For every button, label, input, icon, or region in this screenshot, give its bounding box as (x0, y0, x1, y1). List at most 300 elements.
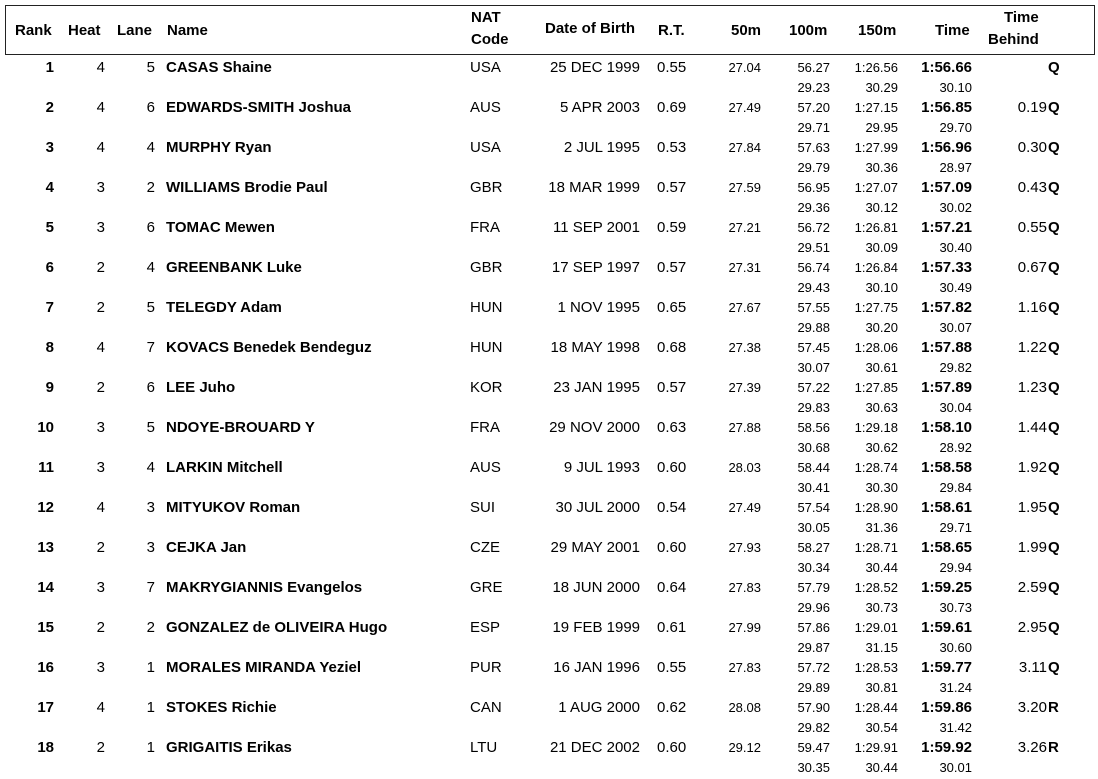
cell-lap-100m: 29.43 (797, 280, 830, 295)
cell-lane: 7 (146, 579, 155, 596)
cell-heat: 2 (96, 739, 105, 756)
cell-rank: 8 (45, 339, 54, 356)
table-row (0, 219, 1098, 259)
cell-date-of-birth: 29 MAY 2001 (550, 539, 640, 556)
cell-time: 1:56.85 (921, 99, 972, 116)
table-row (0, 499, 1098, 539)
cell-lap-200m: 28.97 (939, 160, 972, 175)
cell-lane: 1 (146, 659, 155, 676)
cell-lap-150m: 30.30 (865, 480, 898, 495)
cell-lap-100m: 30.34 (797, 560, 830, 575)
cell-date-of-birth: 19 FEB 1999 (552, 619, 640, 636)
cell-qualification: Q (1048, 139, 1060, 156)
header-name: Name (167, 22, 208, 39)
table-row (0, 139, 1098, 179)
cell-split-150m: 1:27.15 (854, 100, 898, 115)
cell-rank: 12 (37, 499, 54, 516)
cell-rank: 18 (37, 739, 54, 756)
cell-nat-code: CZE (470, 539, 500, 556)
cell-qualification: Q (1048, 219, 1060, 236)
cell-time-behind: 1.23 (1017, 379, 1047, 396)
header-50m: 50m (731, 22, 762, 39)
cell-qualification: Q (1048, 99, 1060, 116)
cell-date-of-birth: 18 JUN 2000 (552, 579, 640, 596)
cell-date-of-birth: 30 JUL 2000 (555, 499, 640, 516)
header-behind-line1: Time (1004, 9, 1039, 26)
cell-heat: 4 (96, 139, 105, 156)
cell-date-of-birth: 11 SEP 2001 (552, 219, 640, 236)
cell-lap-150m: 30.09 (865, 240, 898, 255)
cell-heat: 2 (96, 539, 105, 556)
cell-split-150m: 1:27.85 (854, 380, 898, 395)
cell-name: MURPHY Ryan (166, 139, 272, 156)
table-row (0, 379, 1098, 419)
cell-heat: 3 (96, 179, 105, 196)
cell-lap-200m: 29.82 (939, 360, 972, 375)
table-row (0, 619, 1098, 659)
cell-name: MAKRYGIANNIS Evangelos (166, 579, 363, 596)
cell-lap-200m: 31.24 (939, 680, 972, 695)
cell-heat: 2 (96, 619, 105, 636)
cell-split-50m: 29.12 (728, 740, 761, 755)
header-100m: 100m (789, 22, 828, 39)
cell-lap-200m: 30.60 (939, 640, 972, 655)
cell-name: GONZALEZ de OLIVEIRA Hugo (166, 619, 388, 636)
cell-lap-150m: 30.61 (865, 360, 898, 375)
cell-rank: 14 (37, 579, 54, 596)
cell-rank: 7 (45, 299, 54, 316)
header-rank: Rank (15, 22, 52, 39)
cell-reaction-time: 0.60 (657, 459, 687, 476)
cell-date-of-birth: 17 SEP 1997 (551, 259, 640, 276)
cell-split-100m: 57.45 (797, 340, 830, 355)
cell-date-of-birth: 23 JAN 1995 (553, 379, 640, 396)
cell-time-behind: 3.11 (1018, 659, 1047, 676)
table-row (0, 299, 1098, 339)
cell-split-100m: 58.44 (797, 460, 830, 475)
cell-qualification: Q (1048, 539, 1060, 556)
cell-split-50m: 27.04 (728, 60, 761, 75)
cell-qualification: Q (1048, 459, 1060, 476)
cell-reaction-time: 0.55 (657, 659, 687, 676)
cell-lap-200m: 29.70 (939, 120, 972, 135)
cell-lap-200m: 29.71 (939, 520, 972, 535)
table-row (0, 419, 1098, 459)
cell-time-behind: 0.19 (1017, 99, 1047, 116)
cell-lap-100m: 30.07 (797, 360, 830, 375)
cell-lap-150m: 30.36 (865, 160, 898, 175)
cell-rank: 9 (45, 379, 54, 396)
header-nat-line1: NAT (471, 9, 501, 26)
cell-time-behind: 2.95 (1017, 619, 1047, 636)
cell-split-100m: 57.72 (797, 660, 830, 675)
cell-time-behind: 3.26 (1017, 739, 1047, 756)
cell-reaction-time: 0.60 (657, 739, 687, 756)
cell-lap-100m: 29.71 (797, 120, 830, 135)
cell-lap-150m: 30.54 (865, 720, 898, 735)
cell-nat-code: USA (470, 139, 501, 156)
cell-lap-150m: 30.73 (865, 600, 898, 615)
cell-time-behind: 1.22 (1017, 339, 1047, 356)
cell-date-of-birth: 21 DEC 2002 (549, 739, 640, 756)
table-row (0, 59, 1098, 99)
cell-split-50m: 27.93 (728, 540, 761, 555)
cell-lap-150m: 30.44 (865, 560, 898, 575)
cell-date-of-birth: 18 MAR 1999 (548, 179, 640, 196)
cell-split-150m: 1:28.06 (854, 340, 898, 355)
cell-name: GRIGAITIS Erikas (166, 739, 292, 756)
cell-split-100m: 58.56 (797, 420, 830, 435)
cell-rank: 15 (37, 619, 54, 636)
cell-name: STOKES Richie (166, 699, 277, 716)
cell-qualification: R (1048, 739, 1059, 756)
cell-reaction-time: 0.55 (657, 59, 687, 76)
header-time: Time (935, 22, 970, 39)
cell-rank: 5 (45, 219, 54, 236)
cell-lap-200m: 30.10 (939, 80, 972, 95)
cell-split-50m: 28.03 (728, 460, 761, 475)
cell-time-behind: 0.67 (1017, 259, 1047, 276)
cell-heat: 4 (96, 699, 105, 716)
cell-lap-150m: 30.12 (865, 200, 898, 215)
cell-lap-100m: 29.82 (797, 720, 830, 735)
table-row (0, 579, 1098, 619)
cell-qualification: Q (1048, 339, 1060, 356)
header-heat: Heat (68, 22, 101, 39)
table-row (0, 459, 1098, 499)
cell-split-100m: 57.63 (797, 140, 830, 155)
cell-nat-code: USA (470, 59, 501, 76)
cell-split-150m: 1:29.01 (854, 620, 898, 635)
table-row (0, 339, 1098, 379)
cell-time: 1:59.92 (921, 739, 972, 756)
cell-split-100m: 57.90 (797, 700, 830, 715)
cell-heat: 3 (96, 579, 105, 596)
cell-lane: 7 (146, 339, 155, 356)
cell-split-150m: 1:27.99 (854, 140, 898, 155)
cell-qualification: R (1048, 699, 1059, 716)
cell-time: 1:57.82 (921, 299, 972, 316)
cell-rank: 10 (37, 419, 54, 436)
cell-name: EDWARDS-SMITH Joshua (166, 99, 352, 116)
cell-lane: 4 (146, 139, 155, 156)
header-150m: 150m (858, 22, 897, 39)
cell-rank: 4 (45, 179, 54, 196)
cell-time: 1:58.10 (921, 419, 972, 436)
table-row (0, 259, 1098, 299)
cell-reaction-time: 0.57 (657, 179, 687, 196)
cell-lap-100m: 29.87 (797, 640, 830, 655)
cell-nat-code: SUI (470, 499, 496, 516)
cell-split-50m: 27.88 (728, 420, 761, 435)
cell-lap-200m: 28.92 (939, 440, 972, 455)
cell-reaction-time: 0.68 (657, 339, 687, 356)
table-row (0, 739, 1098, 779)
cell-rank: 16 (37, 659, 54, 676)
cell-name: NDOYE-BROUARD Y (166, 419, 315, 436)
cell-qualification: Q (1048, 619, 1060, 636)
cell-reaction-time: 0.57 (657, 259, 687, 276)
cell-lap-200m: 30.49 (939, 280, 972, 295)
cell-lap-100m: 29.79 (797, 160, 830, 175)
cell-nat-code: FRA (470, 419, 500, 436)
cell-time-behind: 1.99 (1017, 539, 1047, 556)
cell-lap-100m: 30.35 (797, 760, 830, 775)
cell-time: 1:58.61 (921, 499, 972, 516)
cell-time: 1:58.58 (921, 459, 972, 476)
cell-time: 1:58.65 (921, 539, 972, 556)
cell-reaction-time: 0.64 (657, 579, 687, 596)
cell-name: LARKIN Mitchell (166, 459, 283, 476)
cell-split-100m: 56.72 (797, 220, 830, 235)
cell-rank: 3 (45, 139, 54, 156)
cell-date-of-birth: 1 NOV 1995 (557, 299, 640, 316)
cell-split-150m: 1:28.53 (854, 660, 898, 675)
cell-date-of-birth: 9 JUL 1993 (563, 459, 640, 476)
cell-lap-150m: 31.36 (865, 520, 898, 535)
cell-lane: 6 (146, 99, 155, 116)
cell-lap-150m: 29.95 (865, 120, 898, 135)
cell-split-150m: 1:28.90 (854, 500, 898, 515)
cell-reaction-time: 0.63 (657, 419, 687, 436)
cell-qualification: Q (1048, 299, 1060, 316)
cell-qualification: Q (1048, 379, 1060, 396)
cell-lane: 5 (146, 299, 155, 316)
cell-date-of-birth: 18 MAY 1998 (550, 339, 640, 356)
cell-split-50m: 28.08 (728, 700, 761, 715)
cell-nat-code: AUS (470, 459, 501, 476)
header-dob: Date of Birth (545, 20, 635, 37)
cell-split-150m: 1:28.71 (854, 540, 898, 555)
cell-split-100m: 56.95 (797, 180, 830, 195)
cell-heat: 4 (96, 99, 105, 116)
cell-name: KOVACS Benedek Bendeguz (166, 339, 372, 356)
cell-reaction-time: 0.62 (657, 699, 687, 716)
cell-lap-100m: 30.05 (797, 520, 830, 535)
cell-split-100m: 57.55 (797, 300, 830, 315)
cell-qualification: Q (1048, 179, 1060, 196)
cell-date-of-birth: 5 APR 2003 (559, 99, 640, 116)
cell-rank: 13 (37, 539, 54, 556)
cell-lap-150m: 31.15 (865, 640, 898, 655)
cell-name: LEE Juho (166, 379, 236, 396)
cell-nat-code: GBR (470, 259, 503, 276)
cell-name: WILLIAMS Brodie Paul (166, 179, 328, 196)
cell-time: 1:57.89 (921, 379, 972, 396)
cell-split-150m: 1:28.52 (854, 580, 898, 595)
cell-rank: 1 (45, 59, 54, 76)
cell-qualification: Q (1048, 419, 1060, 436)
cell-heat: 3 (96, 459, 105, 476)
cell-split-150m: 1:29.91 (854, 740, 898, 755)
cell-rank: 17 (37, 699, 54, 716)
cell-split-50m: 27.49 (728, 500, 761, 515)
cell-nat-code: CAN (470, 699, 502, 716)
cell-time: 1:56.96 (921, 139, 972, 156)
cell-split-50m: 27.83 (728, 580, 761, 595)
cell-lap-100m: 29.88 (797, 320, 830, 335)
cell-nat-code: AUS (470, 99, 501, 116)
cell-name: TELEGDY Adam (166, 299, 282, 316)
cell-reaction-time: 0.60 (657, 539, 687, 556)
cell-nat-code: ESP (470, 619, 501, 636)
cell-date-of-birth: 1 AUG 2000 (558, 699, 640, 716)
cell-split-50m: 27.38 (728, 340, 761, 355)
cell-name: TOMAC Mewen (166, 219, 275, 236)
cell-split-50m: 27.49 (728, 100, 761, 115)
cell-rank: 11 (38, 459, 54, 476)
cell-lane: 4 (146, 259, 155, 276)
cell-lap-100m: 30.41 (797, 480, 830, 495)
cell-lap-100m: 29.89 (797, 680, 830, 695)
cell-time: 1:57.09 (921, 179, 972, 196)
cell-lap-200m: 30.04 (939, 400, 972, 415)
cell-nat-code: HUN (470, 299, 503, 316)
cell-date-of-birth: 16 JAN 1996 (553, 659, 640, 676)
cell-lap-150m: 30.63 (865, 400, 898, 415)
cell-heat: 2 (96, 299, 105, 316)
cell-nat-code: PUR (470, 659, 502, 676)
cell-lap-200m: 30.01 (939, 760, 972, 775)
cell-date-of-birth: 29 NOV 2000 (549, 419, 640, 436)
cell-lap-150m: 30.20 (865, 320, 898, 335)
cell-nat-code: LTU (470, 739, 498, 756)
cell-lane: 1 (146, 699, 155, 716)
header-lane: Lane (117, 22, 153, 39)
cell-lane: 3 (146, 499, 155, 516)
cell-time: 1:57.21 (921, 219, 972, 236)
header-nat-line2: Code (471, 31, 509, 48)
cell-split-50m: 27.59 (728, 180, 761, 195)
cell-split-150m: 1:28.44 (854, 700, 898, 715)
cell-lane: 3 (146, 539, 155, 556)
cell-time: 1:59.86 (921, 699, 972, 716)
cell-name: MORALES MIRANDA Yeziel (166, 659, 362, 676)
cell-split-100m: 58.27 (797, 540, 830, 555)
cell-time-behind: 1.44 (1017, 419, 1047, 436)
cell-split-50m: 27.99 (728, 620, 761, 635)
cell-split-50m: 27.31 (728, 260, 761, 275)
cell-lap-100m: 29.36 (797, 200, 830, 215)
cell-heat: 4 (96, 499, 105, 516)
cell-split-150m: 1:26.81 (854, 220, 898, 235)
cell-time: 1:57.33 (921, 259, 972, 276)
cell-name: CASAS Shaine (166, 59, 272, 76)
cell-reaction-time: 0.53 (657, 139, 687, 156)
cell-heat: 3 (96, 659, 105, 676)
cell-split-150m: 1:27.75 (854, 300, 898, 315)
cell-time-behind: 0.43 (1017, 179, 1047, 196)
cell-split-100m: 56.74 (797, 260, 830, 275)
cell-lane: 5 (146, 59, 155, 76)
cell-name: CEJKA Jan (166, 539, 247, 556)
cell-time-behind: 0.55 (1017, 219, 1047, 236)
cell-time-behind: 1.92 (1017, 459, 1047, 476)
cell-lap-200m: 31.42 (939, 720, 972, 735)
cell-date-of-birth: 2 JUL 1995 (563, 139, 640, 156)
cell-time: 1:57.88 (921, 339, 972, 356)
cell-name: MITYUKOV Roman (166, 499, 301, 516)
cell-reaction-time: 0.59 (657, 219, 687, 236)
cell-heat: 4 (96, 59, 105, 76)
cell-reaction-time: 0.61 (657, 619, 687, 636)
cell-split-100m: 57.79 (797, 580, 830, 595)
cell-lane: 2 (146, 619, 155, 636)
cell-lap-100m: 29.83 (797, 400, 830, 415)
cell-heat: 2 (96, 379, 105, 396)
cell-split-150m: 1:26.56 (854, 60, 898, 75)
table-row (0, 699, 1098, 739)
cell-split-50m: 27.39 (728, 380, 761, 395)
cell-lap-200m: 29.84 (939, 480, 972, 495)
cell-qualification: Q (1048, 59, 1060, 76)
cell-time-behind: 2.59 (1017, 579, 1047, 596)
cell-qualification: Q (1048, 499, 1060, 516)
cell-split-150m: 1:27.07 (854, 180, 898, 195)
cell-reaction-time: 0.69 (657, 99, 687, 116)
cell-nat-code: GRE (470, 579, 503, 596)
table-header (5, 5, 1095, 55)
cell-split-50m: 27.21 (728, 220, 761, 235)
cell-lap-200m: 29.94 (939, 560, 972, 575)
table-row (0, 659, 1098, 699)
cell-nat-code: KOR (470, 379, 503, 396)
cell-lane: 2 (146, 179, 155, 196)
cell-lap-200m: 30.02 (939, 200, 972, 215)
cell-split-100m: 56.27 (797, 60, 830, 75)
cell-lap-100m: 29.96 (797, 600, 830, 615)
cell-lane: 6 (146, 379, 155, 396)
cell-lap-100m: 29.23 (797, 80, 830, 95)
cell-reaction-time: 0.65 (657, 299, 687, 316)
cell-nat-code: GBR (470, 179, 503, 196)
cell-split-150m: 1:28.74 (854, 460, 898, 475)
cell-split-50m: 27.83 (728, 660, 761, 675)
cell-qualification: Q (1048, 579, 1060, 596)
cell-lap-100m: 29.51 (797, 240, 830, 255)
cell-heat: 2 (96, 259, 105, 276)
cell-time-behind: 1.95 (1017, 499, 1047, 516)
cell-time: 1:56.66 (921, 59, 972, 76)
cell-split-150m: 1:29.18 (854, 420, 898, 435)
cell-name: GREENBANK Luke (166, 259, 302, 276)
cell-rank: 6 (45, 259, 54, 276)
cell-lane: 1 (146, 739, 155, 756)
table-row (0, 539, 1098, 579)
cell-reaction-time: 0.54 (657, 499, 687, 516)
cell-lap-200m: 30.07 (939, 320, 972, 335)
table-row (0, 99, 1098, 139)
cell-lap-150m: 30.10 (865, 280, 898, 295)
cell-date-of-birth: 25 DEC 1999 (549, 59, 640, 76)
cell-heat: 3 (96, 419, 105, 436)
cell-time-behind: 1.16 (1017, 299, 1047, 316)
cell-qualification: Q (1048, 659, 1060, 676)
cell-split-50m: 27.67 (728, 300, 761, 315)
cell-split-100m: 57.54 (797, 500, 830, 515)
cell-split-150m: 1:26.84 (854, 260, 898, 275)
cell-time-behind: 3.20 (1017, 699, 1047, 716)
cell-split-100m: 57.22 (797, 380, 830, 395)
cell-lane: 6 (146, 219, 155, 236)
cell-rank: 2 (45, 99, 54, 116)
cell-split-50m: 27.84 (728, 140, 761, 155)
table-row (0, 179, 1098, 219)
cell-time: 1:59.61 (921, 619, 972, 636)
cell-split-100m: 57.20 (797, 100, 830, 115)
cell-split-100m: 57.86 (797, 620, 830, 635)
cell-lap-150m: 30.44 (865, 760, 898, 775)
